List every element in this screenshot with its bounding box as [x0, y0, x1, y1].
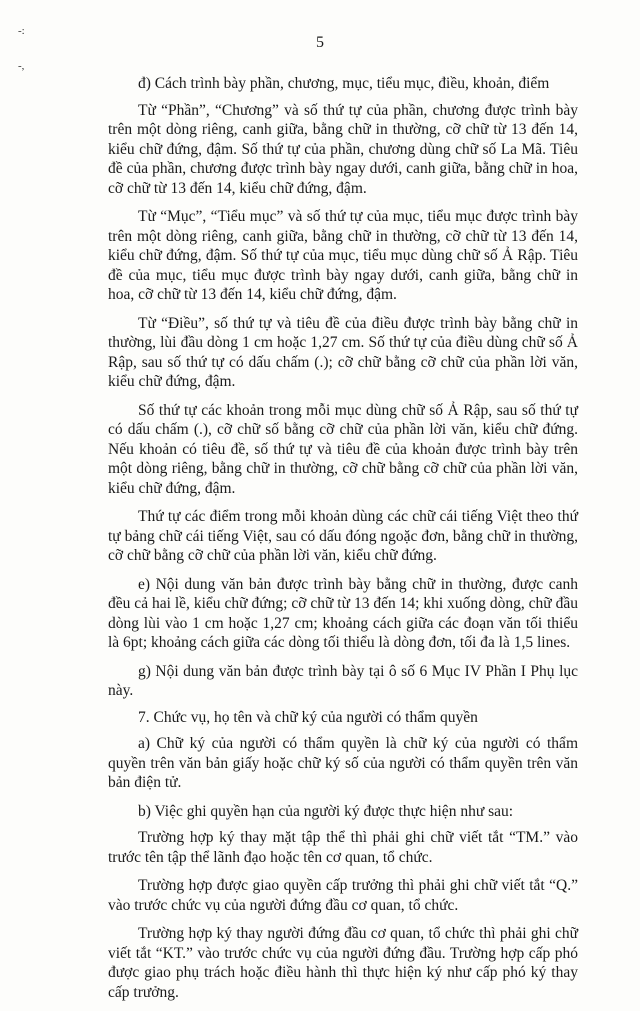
- paragraph: a) Chữ ký của người có thẩm quyền là chữ ký của người có thẩm quyền trên văn bản giấy hoặc chữ ký số của người có thẩm quyền trên văn bản điện tử.: [108, 735, 578, 791]
- paragraph: b) Việc ghi quyền hạn của người ký được thực hiện như sau:: [138, 802, 514, 820]
- paragraph: Trường hợp ký thay người đứng đầu cơ quan, tổ chức thì phải ghi chữ viết tắt “KT.” vào trước chức vụ của người đứng đầu. Trường hợp cấp phó được giao phụ trách hoặc điều hành thì thực hiện ký như cấp phó ký thay cấp trưởng.: [108, 925, 578, 1001]
- document-body: [108, 74, 578, 1011]
- section-heading: 7. Chức vụ, họ tên và chữ ký của người có thẩm quyền: [138, 708, 478, 726]
- page-number: 5: [316, 34, 324, 51]
- paragraph: Số thứ tự các khoản trong mỗi mục dùng chữ số Ả Rập, sau số thứ tự có dấu chấm (.), cỡ chữ số bằng cỡ chữ của phần lời văn, kiểu chữ đứng. Nếu khoản có tiêu đề, số thứ tự và tiêu đề của khoản được trình bày trên một dòng riêng, bằng chữ in thường, cỡ chữ bằng cỡ chữ của phần lời văn, kiểu chữ đứng, đậm.: [108, 401, 578, 497]
- paragraph: g) Nội dung văn bản được trình bày tại ô số 6 Mục IV Phần I Phụ lục này.: [108, 662, 578, 699]
- paragraph: Từ “Phần”, “Chương” và số thứ tự của phần, chương được trình bày trên một dòng riêng, canh giữa, bằng chữ in thường, cỡ chữ từ 13 đến 14, kiểu chữ đứng, đậm. Số thứ tự của phần, chương dùng chữ số La Mã. Tiêu đề của phần, chương được trình bày ngay dưới, canh giữa, bằng chữ in hoa, cỡ chữ từ 13 đến 14, kiểu chữ đứng, đậm.: [108, 101, 578, 197]
- paragraph: Thứ tự các điểm trong mỗi khoản dùng các chữ cái tiếng Việt theo thứ tự bảng chữ cái tiếng Việt, sau có dấu đóng ngoặc đơn, bằng chữ in thường, cỡ chữ bằng cỡ chữ của phần lời văn, kiểu chữ đứng.: [108, 508, 578, 564]
- paragraph: Từ “Điều”, số thứ tự và tiêu đề của điều được trình bày bằng chữ in thường, lùi đầu dòng 1 cm hoặc 1,27 cm. Số thứ tự của điều dùng chữ số Ả Rập, sau số thứ tự có dấu chấm (.); cỡ chữ bằng cỡ chữ của phần lời văn, kiểu chữ đứng, đậm.: [108, 314, 578, 390]
- section-heading: đ) Cách trình bày phần, chương, mục, tiểu mục, điều, khoản, điểm: [138, 75, 550, 92]
- margin-mark: -,: [18, 60, 25, 72]
- margin-mark: -:: [18, 25, 25, 37]
- paragraph: Trường hợp ký thay mặt tập thể thì phải ghi chữ viết tắt “TM.” vào trước tên tập thể lãnh đạo hoặc tên cơ quan, tổ chức.: [108, 829, 578, 866]
- paragraph: e) Nội dung văn bản được trình bày bằng chữ in thường, được canh đều cả hai lề, kiểu chữ đứng; cỡ chữ từ 13 đến 14; khi xuống dòng, chữ đầu dòng lùi vào 1 cm hoặc 1,27 cm; khoảng cách giữa các đoạn văn tối thiểu là 6pt; khoảng cách giữa các dòng tối thiểu là dòng đơn, tối đa là 1,5 lines.: [108, 575, 578, 651]
- paragraph: Từ “Mục”, “Tiểu mục” và số thứ tự của mục, tiểu mục được trình bày trên một dòng riêng, canh giữa, bằng chữ in thường, cỡ chữ từ 13 đến 14, kiểu chữ đứng, đậm. Số thứ tự của mục, tiểu mục dùng chữ số Ả Rập. Tiêu đề của mục, tiểu mục được trình bày ngay dưới, canh giữa, bằng chữ in hoa, cỡ chữ từ 13 đến 14, kiểu chữ đứng, đậm.: [108, 208, 578, 303]
- paragraph: Trường hợp được giao quyền cấp trưởng thì phải ghi chữ viết tắt “Q.” vào trước chức vụ của người đứng đầu cơ quan, tổ chức.: [108, 877, 578, 914]
